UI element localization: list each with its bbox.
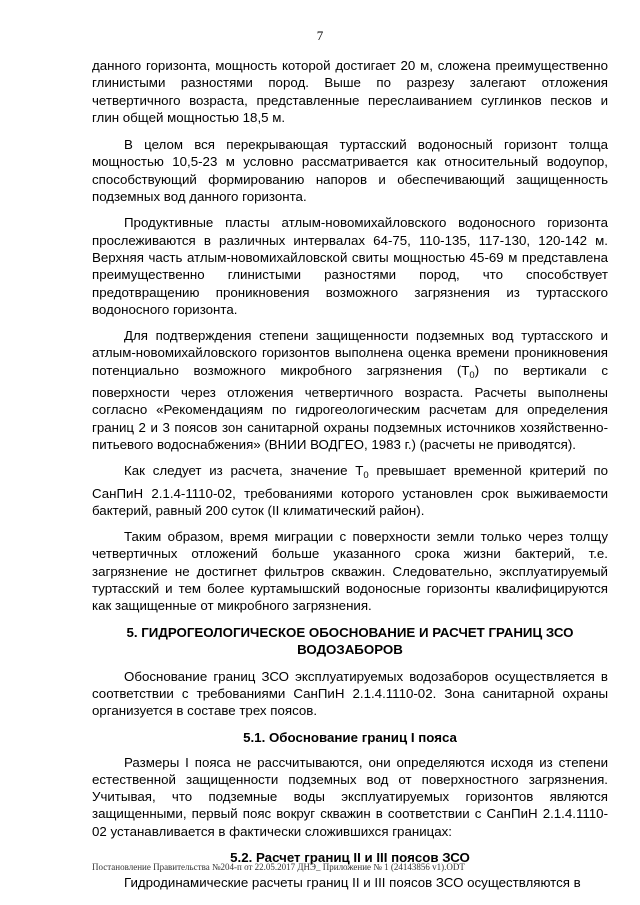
document-body [92,57,608,900]
page-number: 7 [316,28,324,43]
subsection-heading: 5.1. Обоснование границ I пояса [243,729,457,745]
page-footer: Постановление Правительства №204-п от 22.05.2017 ДНЭ_ Приложение № 1 (24143856 v1).ODT [92,862,465,872]
paragraph-text: Как следует из расчета, значение T [124,463,364,479]
paragraph: Таким образом, время миграции с поверхности земли только через толщу четвертичных отложений больше указанного срока жизни бактерий, т.е. загрязнение не достигнет фильтров скважин. Следовательно, эксплуатируемый туртасский и тем более куртамышский водоносные горизонты квалифицируются как защищенные от микробного загрязнения. [92,529,608,614]
subsection-heading: 5.2. Расчет границ II и III поясов ЗСО [230,849,470,865]
subscript: 0 [363,470,369,482]
paragraph: Гидродинамические расчеты границ II и III поясов ЗСО осуществляются в [124,874,581,890]
paragraph: Обоснование границ ЗСО эксплуатируемых водозаборов осуществляется в соответствии с требованиями СанПиН 2.1.4.1110-02. Зона санитарной охраны организуется в составе трех поясов. [92,668,608,719]
paragraph-text: ) по вертикали с поверхности через отложения четвертичного возраста. Расчеты выполнены согласно «Рекомендациям по гидрогеологическим расчетам для определения границ 2 и 3 поясов зон санитарной охраны подземных источников хозяйственно-питьевого водоснабжения» (ВНИИ ВОДГЕО, 1983 г.) (расчеты не приводятся). [92,362,608,452]
section-heading: 5. ГИДРОГЕОЛОГИЧЕСКОЕ ОБОСНОВАНИЕ И РАСЧЕТ ГРАНИЦ ЗСО ВОДОЗАБОРОВ [126,624,574,657]
paragraph [92,327,608,453]
paragraph-text: Для подтверждения степени защищенности подземных вод туртасского и атлым-новомихайловского горизонтов выполнена оценка времени проникновения потенциально возможного микробного загрязнения (T [92,328,608,378]
subscript: 0 [469,369,475,381]
paragraph [92,462,608,519]
paragraph: Продуктивные пласты атлым-новомихайловского водоносного горизонта прослеживаются в различных интервалах 64-75, 110-135, 117-130, 120-142 м. Верхняя часть атлым-новомихайловской свиты мощностью 45-69 м представлена преимущественно глинистыми разностями пород, что способствует предотвращению проникновения возможного загрязнения из туртасского водоносного горизонта. [92,215,608,317]
paragraph: Размеры I пояса не рассчитываются, они определяются исходя из степени естественной защищенности подземных вод от поверхностного загрязнения. Учитывая, что подземные воды эксплуатируемых горизонтов являются защищенными, первый пояс вокруг скважин в соответствии с СанПиН 2.1.4.1110-02 устанавливается в фактически сложившихся границах: [92,754,608,839]
paragraph-text: превышает временной критерий по СанПиН 2.1.4-1110-02, требованиями которого установлен срок выживаемости бактерий, равный 200 суток (II климатический район). [92,463,609,518]
paragraph: В целом вся перекрывающая туртасский водоносный горизонт толща мощностью 10,5-23 м условно рассматривается как относительный водоупор, способствующий формированию напоров и обеспечивающий защищенность подземных вод данного горизонта. [92,137,608,205]
paragraph: данного горизонта, мощность которой достигает 20 м, сложена преимущественно глинистыми разностями пород. Выше по разрезу залегают отложения четвертичного возраста, представленные переслаиванием суглинков песков и глин общей мощностью 18,5 м. [92,58,608,125]
